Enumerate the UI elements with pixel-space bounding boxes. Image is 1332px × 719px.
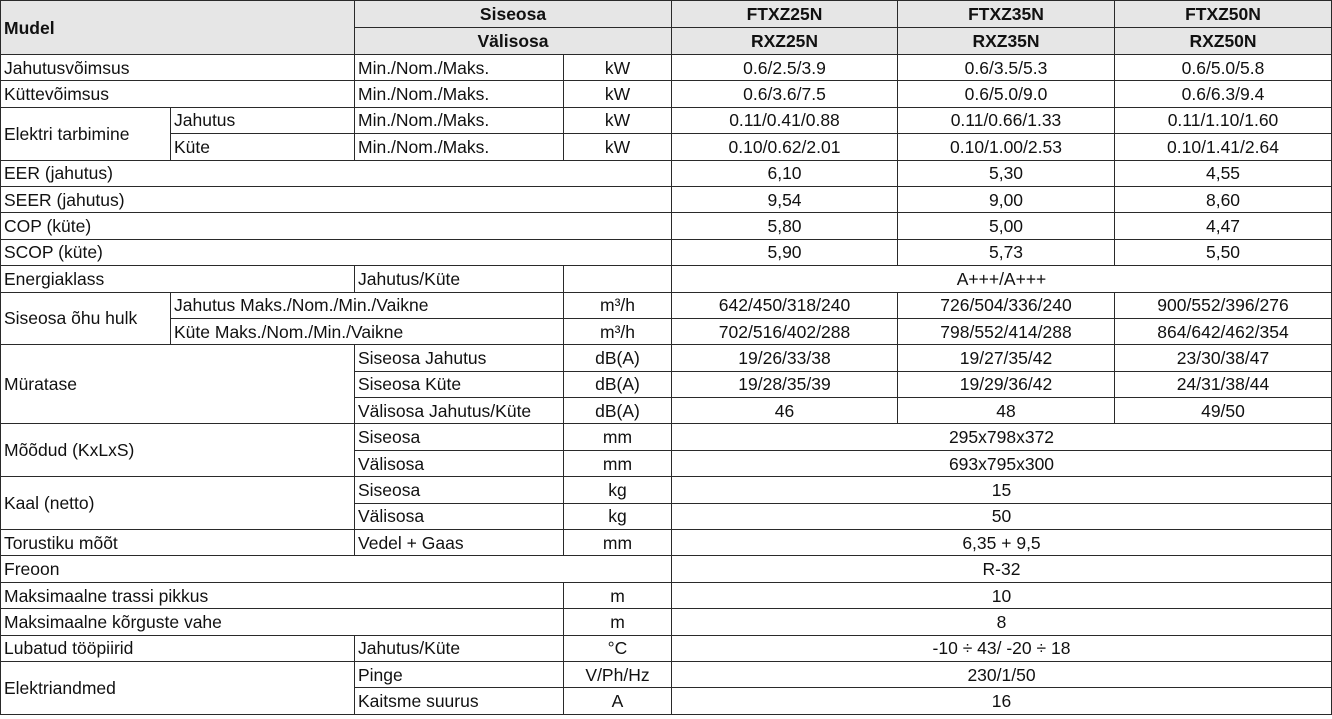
row-sublabel: Välisosa xyxy=(355,503,564,529)
value-cell: 0.11/1.10/1.60 xyxy=(1115,107,1332,133)
value-cell: 5,73 xyxy=(898,239,1115,265)
table-row xyxy=(1,661,1332,687)
row-label: EER (jahutus) xyxy=(1,160,672,186)
row-unit: dB(A) xyxy=(564,345,672,371)
row-unit: kW xyxy=(564,55,672,81)
row-unit: dB(A) xyxy=(564,398,672,424)
value-cell: 19/28/35/39 xyxy=(672,371,898,397)
header-row-indoor xyxy=(1,1,1332,28)
table-row xyxy=(1,55,1332,81)
row-unit: °C xyxy=(564,635,672,661)
table-row xyxy=(1,160,1332,186)
value-cell: 5,30 xyxy=(898,160,1115,186)
row-sublabel: Välisosa Jahutus/Küte xyxy=(355,398,564,424)
row-unit: m³/h xyxy=(564,318,672,344)
model-header-label: Mudel xyxy=(1,1,355,55)
row-label: SCOP (küte) xyxy=(1,239,672,265)
value-cell: 46 xyxy=(672,398,898,424)
value-cell: 0.6/3.5/5.3 xyxy=(898,55,1115,81)
value-cell: 295x798x372 xyxy=(672,424,1332,450)
row-group-label: Küte xyxy=(171,134,355,160)
table-row xyxy=(1,530,1332,556)
table-row xyxy=(1,81,1332,107)
row-label: Siseosa õhu hulk xyxy=(1,292,171,345)
row-unit: m xyxy=(564,609,672,635)
row-sublabel: Min./Nom./Maks. xyxy=(355,134,564,160)
value-cell: 9,00 xyxy=(898,186,1115,212)
row-group-label: Küte Maks./Nom./Min./Vaikne xyxy=(171,318,564,344)
value-cell: 24/31/38/44 xyxy=(1115,371,1332,397)
value-cell: 4,47 xyxy=(1115,213,1332,239)
value-cell: 48 xyxy=(898,398,1115,424)
row-unit: m³/h xyxy=(564,292,672,318)
value-cell: 5,00 xyxy=(898,213,1115,239)
row-sublabel: Siseosa xyxy=(355,477,564,503)
value-cell: 642/450/318/240 xyxy=(672,292,898,318)
value-cell: 19/29/36/42 xyxy=(898,371,1115,397)
value-cell: 19/27/35/42 xyxy=(898,345,1115,371)
table-row xyxy=(1,292,1332,318)
table-row xyxy=(1,266,1332,292)
indoor-model-2: FTXZ35N xyxy=(898,1,1115,28)
value-cell: 49/50 xyxy=(1115,398,1332,424)
outdoor-model-3: RXZ50N xyxy=(1115,28,1332,55)
row-group-label: Jahutus Maks./Nom./Min./Vaikne xyxy=(171,292,564,318)
row-sublabel: Siseosa Küte xyxy=(355,371,564,397)
row-label: Torustiku mõõt xyxy=(1,530,355,556)
value-cell: 0.11/0.66/1.33 xyxy=(898,107,1115,133)
row-unit: kW xyxy=(564,134,672,160)
row-label: Kaal (netto) xyxy=(1,477,355,530)
value-cell: 230/1/50 xyxy=(672,661,1332,687)
value-cell: 5,90 xyxy=(672,239,898,265)
value-cell: 19/26/33/38 xyxy=(672,345,898,371)
value-cell: 0.11/0.41/0.88 xyxy=(672,107,898,133)
value-cell: 0.6/3.6/7.5 xyxy=(672,81,898,107)
row-label: Elektri tarbimine xyxy=(1,107,171,160)
value-cell: 900/552/396/276 xyxy=(1115,292,1332,318)
row-label: Mõõdud (KxLxS) xyxy=(1,424,355,477)
row-label: Energiaklass xyxy=(1,266,355,292)
indoor-model-1: FTXZ25N xyxy=(672,1,898,28)
table-row xyxy=(1,213,1332,239)
value-cell: 8,60 xyxy=(1115,186,1332,212)
table-row xyxy=(1,345,1332,371)
row-unit xyxy=(564,266,672,292)
row-sublabel: Min./Nom./Maks. xyxy=(355,55,564,81)
row-unit: mm xyxy=(564,424,672,450)
value-cell: 9,54 xyxy=(672,186,898,212)
indoor-model-3: FTXZ50N xyxy=(1115,1,1332,28)
row-label: COP (küte) xyxy=(1,213,672,239)
value-cell: 16 xyxy=(672,688,1332,714)
table-row xyxy=(1,107,1332,133)
table-row xyxy=(1,186,1332,212)
value-cell: 23/30/38/47 xyxy=(1115,345,1332,371)
value-cell: 0.10/0.62/2.01 xyxy=(672,134,898,160)
value-cell: 0.6/6.3/9.4 xyxy=(1115,81,1332,107)
row-label: Maksimaalne trassi pikkus xyxy=(1,582,564,608)
row-sublabel: Jahutus/Küte xyxy=(355,635,564,661)
value-cell: R-32 xyxy=(672,556,1332,582)
row-unit: kg xyxy=(564,477,672,503)
value-cell: 10 xyxy=(672,582,1332,608)
value-cell: 0.6/2.5/3.9 xyxy=(672,55,898,81)
row-label: SEER (jahutus) xyxy=(1,186,672,212)
value-cell: 50 xyxy=(672,503,1332,529)
row-sublabel: Kaitsme suurus xyxy=(355,688,564,714)
row-unit: A xyxy=(564,688,672,714)
value-cell: -10 ÷ 43/ -20 ÷ 18 xyxy=(672,635,1332,661)
row-sublabel: Min./Nom./Maks. xyxy=(355,81,564,107)
table-row xyxy=(1,477,1332,503)
value-cell: 5,80 xyxy=(672,213,898,239)
value-cell: 798/552/414/288 xyxy=(898,318,1115,344)
value-cell: 4,55 xyxy=(1115,160,1332,186)
table-row xyxy=(1,635,1332,661)
row-unit: mm xyxy=(564,450,672,476)
value-cell: 8 xyxy=(672,609,1332,635)
row-label: Jahutusvõimsus xyxy=(1,55,355,81)
row-unit: kg xyxy=(564,503,672,529)
table-row xyxy=(1,239,1332,265)
value-cell: 6,10 xyxy=(672,160,898,186)
row-label: Maksimaalne kõrguste vahe xyxy=(1,609,564,635)
table-row xyxy=(1,609,1332,635)
value-cell: A+++/A+++ xyxy=(672,266,1332,292)
row-unit: kW xyxy=(564,107,672,133)
value-cell: 0.6/5.0/9.0 xyxy=(898,81,1115,107)
value-cell: 702/516/402/288 xyxy=(672,318,898,344)
table-row xyxy=(1,424,1332,450)
row-unit: kW xyxy=(564,81,672,107)
row-unit: V/Ph/Hz xyxy=(564,661,672,687)
row-sublabel: Siseosa Jahutus xyxy=(355,345,564,371)
value-cell: 5,50 xyxy=(1115,239,1332,265)
row-sublabel: Jahutus/Küte xyxy=(355,266,564,292)
row-label: Elektriandmed xyxy=(1,661,355,714)
row-label: Müratase xyxy=(1,345,355,424)
row-sublabel: Pinge xyxy=(355,661,564,687)
row-sublabel: Siseosa xyxy=(355,424,564,450)
row-label: Küttevõimsus xyxy=(1,81,355,107)
value-cell: 6,35 + 9,5 xyxy=(672,530,1332,556)
table-row xyxy=(1,582,1332,608)
row-unit: mm xyxy=(564,530,672,556)
row-label: Freoon xyxy=(1,556,672,582)
value-cell: 693x795x300 xyxy=(672,450,1332,476)
table-row xyxy=(1,318,1332,344)
row-unit: dB(A) xyxy=(564,371,672,397)
value-cell: 0.6/5.0/5.8 xyxy=(1115,55,1332,81)
value-cell: 726/504/336/240 xyxy=(898,292,1115,318)
row-group-label: Jahutus xyxy=(171,107,355,133)
indoor-unit-label: Siseosa xyxy=(355,1,672,28)
outdoor-unit-label: Välisosa xyxy=(355,28,672,55)
table-row xyxy=(1,134,1332,160)
row-label: Lubatud tööpiirid xyxy=(1,635,355,661)
row-sublabel: Min./Nom./Maks. xyxy=(355,107,564,133)
row-unit: m xyxy=(564,582,672,608)
value-cell: 15 xyxy=(672,477,1332,503)
value-cell: 0.10/1.00/2.53 xyxy=(898,134,1115,160)
outdoor-model-2: RXZ35N xyxy=(898,28,1115,55)
value-cell: 864/642/462/354 xyxy=(1115,318,1332,344)
table-row xyxy=(1,556,1332,582)
row-sublabel: Vedel + Gaas xyxy=(355,530,564,556)
row-sublabel: Välisosa xyxy=(355,450,564,476)
value-cell: 0.10/1.41/2.64 xyxy=(1115,134,1332,160)
outdoor-model-1: RXZ25N xyxy=(672,28,898,55)
